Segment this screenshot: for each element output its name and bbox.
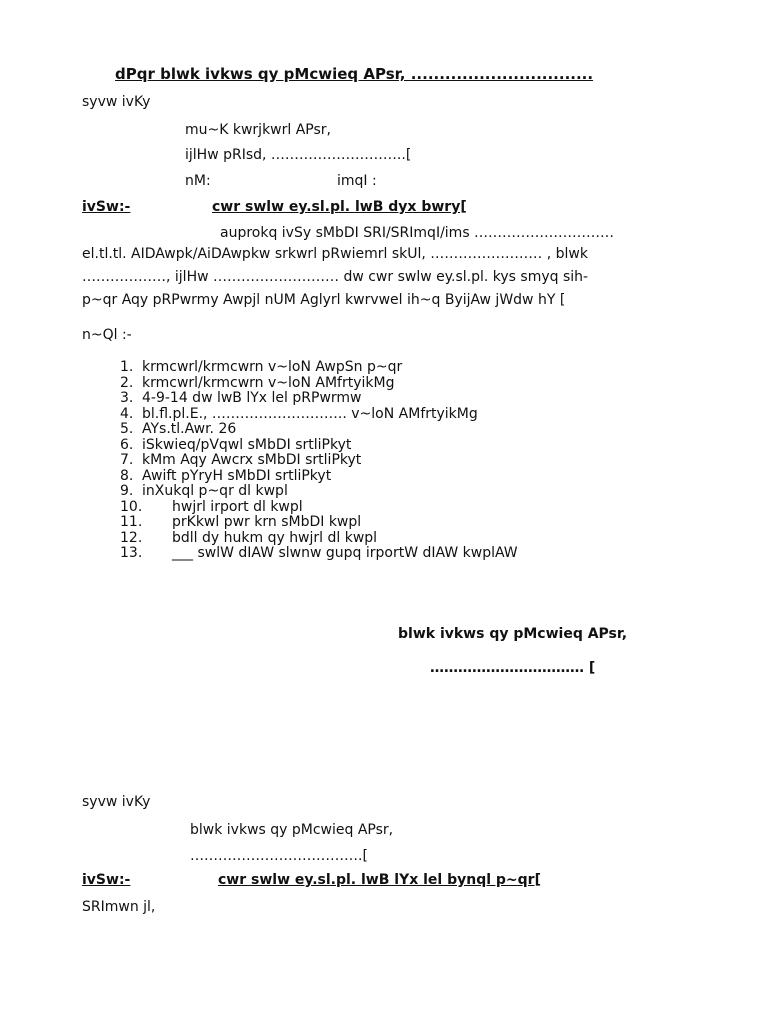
list-item-text: 4-9-14 dw lwB lYx lel pRPwrmw — [142, 390, 362, 406]
enclosure-list — [120, 360, 518, 562]
subject-text: cwr swlw ey.sl.pl. lwB dyx bwry[ — [212, 199, 467, 215]
list-item — [120, 438, 518, 454]
list-item-number: 8. — [120, 467, 134, 484]
subject-text-2: cwr swlw ey.sl.pl. lwB lYx lel bynql p~qr[ — [218, 872, 541, 888]
list-item-text: AYs.tl.Awr. 26 — [142, 421, 237, 437]
list-item-text: inXukql p~qr dl kwpl — [142, 483, 288, 499]
list-item — [120, 531, 518, 547]
recipient-line: syvw ivKy — [82, 94, 151, 110]
list-item-text: hwjrl irport dl kwpl — [172, 498, 303, 515]
list-item-number: 4. — [120, 405, 134, 422]
list-item-number: 3. — [120, 390, 134, 406]
recipient-address-2-2: ……………………………….[ — [190, 848, 368, 864]
recipient-address-2-1: blwk ivkws qy pMcwieq APsr, — [190, 822, 394, 838]
list-item — [120, 546, 518, 562]
list-item-text: bdll dy hukm qy hwjrl dl kwpl — [172, 529, 378, 546]
list-item-text: bl.fl.pl.E., ……………………….. v~loN AMfrtyikMg — [142, 405, 478, 422]
list-item-number: 13. — [120, 545, 143, 561]
body-line-4: p~qr Aqy pRPwrmy Awpjl nUM Aglyrl kwrvwel ih~q ByijAw jWdw hY [ — [82, 292, 566, 308]
list-item-number: 5. — [120, 421, 134, 437]
signatory-place: …………………………… [ — [430, 660, 596, 676]
list-item-text: kMm Aqy Awcrx sMbDI srtliPkyt — [142, 452, 362, 468]
list-item — [120, 484, 518, 500]
reference-date: imqI : — [337, 173, 377, 189]
list-item — [120, 422, 518, 438]
recipient-address-1: mu~K kwrjkwrl APsr, — [185, 122, 332, 138]
list-item-text: Awift pYryH sMbDI srtliPkyt — [142, 467, 332, 484]
list-item-text: krmcwrl/krmcwrn v~loN AwpSn p~qr — [142, 359, 403, 375]
list-item-number: 7. — [120, 452, 134, 468]
letter-title: dPqr blwk ivkws qy pMcwieq APsr, ................................ — [115, 65, 594, 83]
list-item — [120, 407, 518, 423]
list-item-text: ___ swlW dIAW slwnw gupq irportW dIAW kwplAW — [172, 545, 518, 561]
list-item-number: 1. — [120, 359, 134, 375]
list-item — [120, 500, 518, 516]
list-item-text: prKkwl pwr krn sMbDI kwpl — [172, 514, 362, 530]
list-item-number: 11. — [120, 514, 143, 530]
list-item-number: 2. — [120, 374, 134, 391]
list-item — [120, 376, 518, 392]
list-item — [120, 469, 518, 485]
list-item — [120, 515, 518, 531]
list-item-number: 9. — [120, 483, 134, 499]
body-line-2: el.tl.tl. AIDAwpk/AiDAwpkw srkwrl pRwiemrl skUl, …………………… , blwk — [82, 246, 588, 262]
list-item-number: 12. — [120, 529, 143, 546]
recipient-line-2: syvw ivKy — [82, 794, 151, 810]
list-item — [120, 360, 518, 376]
recipient-address-2: ijlHw pRIsd, ………………………..[ — [185, 147, 412, 163]
list-item — [120, 453, 518, 469]
list-item-number: 6. — [120, 436, 134, 453]
body-line-1: auprokq ivSy sMbDI SRI/SRImqI/ims ………………………… — [220, 225, 615, 241]
signatory-title: blwk ivkws qy pMcwieq APsr, — [398, 626, 628, 642]
list-item-text: iSkwieq/pVqwl sMbDI srtliPkyt — [142, 436, 352, 453]
salutation: SRImwn jl, — [82, 899, 156, 915]
list-item-number: 10. — [120, 498, 143, 515]
body-line-3: ………………, ijlHw ……………………… dw cwr swlw ey.sl.pl. kys smyq sih- — [82, 269, 589, 285]
subject-label: ivSw:- — [82, 199, 131, 215]
enclosure-label: n~Ql :- — [82, 327, 132, 343]
reference-number: nM: — [185, 173, 211, 189]
list-item-text: krmcwrl/krmcwrn v~loN AMfrtyikMg — [142, 374, 395, 391]
list-item — [120, 391, 518, 407]
subject-label-2: ivSw:- — [82, 872, 131, 888]
